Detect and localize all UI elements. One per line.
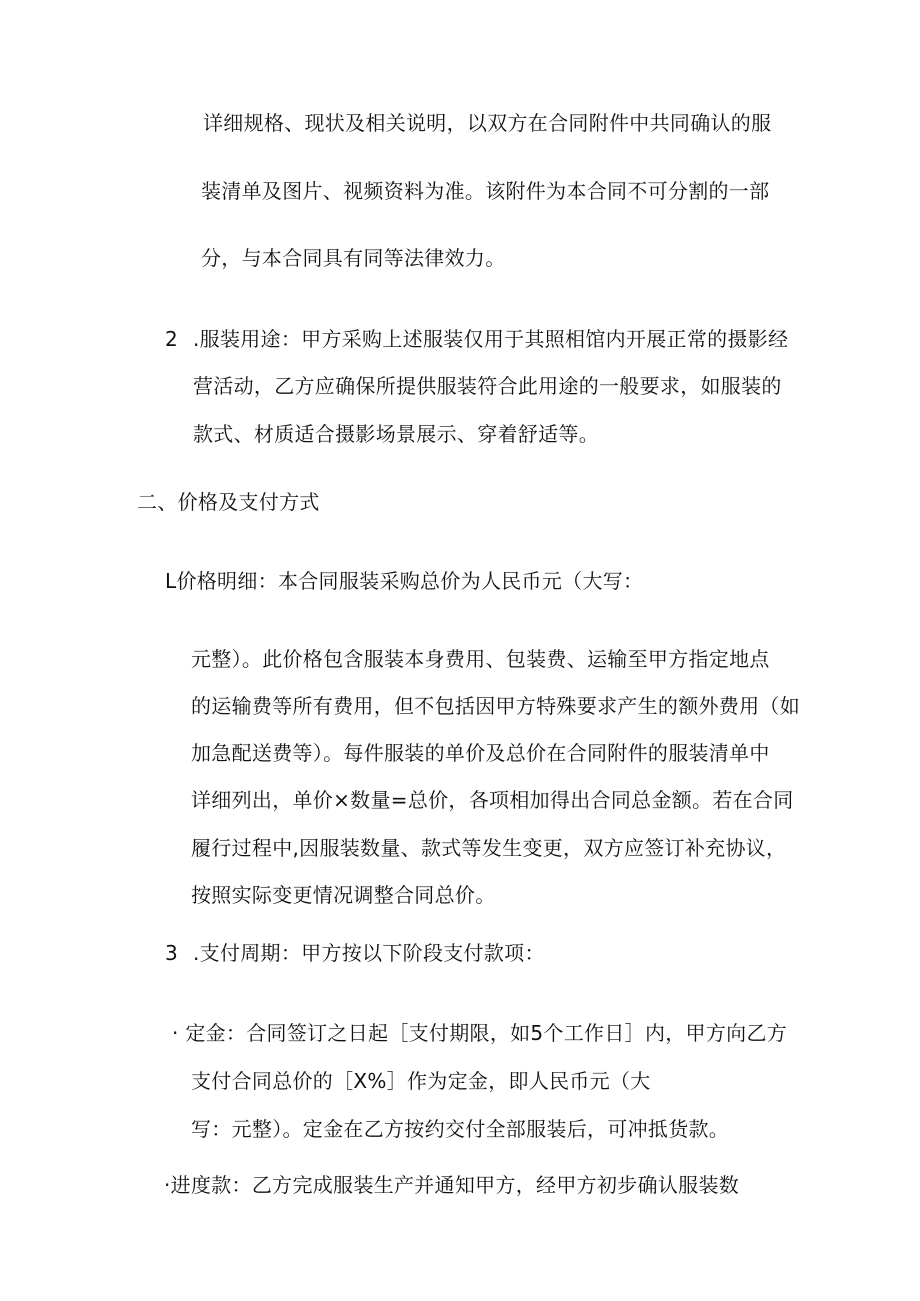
bullet-line: ·进度款：乙方完成服装生产并通知甲方，经甲方初步确认服装数 (164, 1173, 740, 1197)
clause-3-line (165, 940, 545, 966)
paragraph-line: 按照实际变更情况调整合同总价。 (191, 883, 496, 907)
paragraph-line: 的运输费等所有费用，但不包括因甲方特殊要求产生的额外费用（如 (191, 694, 800, 718)
paragraph-line: 元整）。此价格包含服装本身费用、包装费、运输至甲方指定地点 (191, 647, 770, 671)
clause-2-line (165, 326, 788, 352)
paragraph-line: 款式、材质适合摄影场景展示、穿着舒适等。 (193, 422, 599, 446)
paragraph-line: 营活动，乙方应确保所提供服装符合此用途的一般要求，如服装的 (193, 374, 782, 398)
paragraph-line: 支付合同总价的［X%］作为定金，即人民币元（大 (191, 1069, 651, 1093)
clause-1-line: L价格明细：本合同服装采购总价为人民币元（大写： (165, 569, 644, 593)
paragraph-line: 装清单及图片、视频资料为准。该附件为本合同不可分割的一部 (201, 179, 770, 203)
paragraph-line: 写：元整）。定金在乙方按约交付全部服装后，可冲抵货款。 (191, 1117, 730, 1141)
paragraph-line: 分，与本合同具有同等法律效力。 (201, 246, 506, 270)
clause-text: .服装用途：甲方采购上述服装仅用于其照相馆内开展正常的摄影经 (193, 327, 789, 351)
clause-text: .支付周期：甲方按以下阶段支付款项： (193, 941, 545, 965)
section-heading: 二、价格及支付方式 (137, 490, 320, 514)
paragraph-line: 履行过程中,因服装数量、款式等发生变更，双方应签订补充协议， (191, 836, 787, 860)
bullet-line: · 定金：合同签订之日起［支付期限，如5个工作日］内，甲方向乙方 (172, 1021, 788, 1045)
clause-number: 2 (165, 327, 179, 351)
clause-number: 3 (165, 941, 179, 965)
paragraph-line: 详细规格、现状及相关说明，以双方在合同附件中共同确认的服 (203, 111, 772, 135)
paragraph-line: 详细列出，单价×数量=总价，各项相加得出合同总金额。若在合同 (191, 788, 794, 812)
paragraph-line: 加急配送费等）。每件服装的单价及总价在合同附件的服装清单中 (191, 741, 770, 765)
